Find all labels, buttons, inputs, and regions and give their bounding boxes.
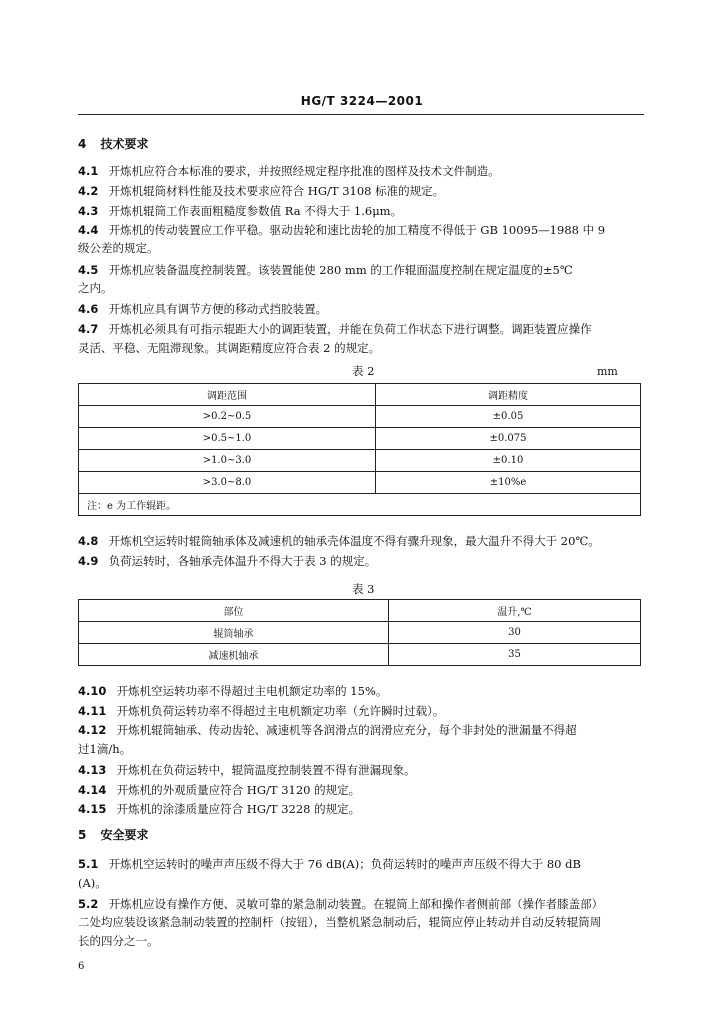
clause-5-2	[78, 896, 603, 913]
table-header-cell: 调距精度	[376, 384, 641, 406]
clause-4-3	[78, 203, 402, 220]
clause-number: 4.9	[78, 554, 99, 568]
section-number: 5	[78, 828, 87, 842]
table-cell: ±0.10	[376, 450, 641, 472]
table-2-unit: mm	[597, 365, 618, 378]
clause-number: 4.12	[78, 723, 107, 737]
table-row	[79, 450, 641, 472]
table-cell: ±10%e	[376, 472, 641, 494]
clause-text: 开炼机应设有操作方便、灵敏可靠的紧急制动装置。在辊筒上部和操作者侧前部（操作者膝盖部）	[108, 897, 604, 911]
clause-number: 4.5	[78, 263, 99, 277]
clause-text: 开炼机负荷运转功率不得超过主电机额定功率（允许瞬时过载）。	[116, 704, 445, 718]
clause-text: 开炼机的涂漆质量应符合 HG/T 3228 的规定。	[116, 802, 361, 816]
clause-continuation: 之内。	[78, 281, 113, 295]
table-cell: ±0.075	[376, 428, 641, 450]
clause-text: 开炼机应符合本标准的要求，并按照经规定程序批准的图样及技术文件制造。	[108, 164, 500, 178]
clause-text: 开炼机的传动装置应工作平稳。驱动齿轮和速比齿轮的加工精度不得低于 GB 10095—1988 中 9	[108, 223, 606, 237]
table-header-cell: 温升,℃	[389, 600, 641, 622]
clause-continuation: 二处均应装设该紧急制动装置的控制杆（按钮），当整机紧急制动后，辊筒应停止转动并自动反转辊筒周	[78, 915, 602, 929]
section-title: 安全要求	[100, 828, 149, 842]
table-cell: 35	[389, 644, 641, 666]
clause-text: 开炼机的外观质量应符合 HG/T 3120 的规定。	[116, 783, 361, 797]
clause-number: 4.13	[78, 763, 107, 777]
clause-text: 开炼机空运转时辊筒轴承体及减速机的轴承壳体温度不得有骤升现象，最大温升不得大于 20℃。	[108, 534, 600, 548]
clause-4-4	[78, 222, 605, 239]
clause-text: 开炼机应具有调节方便的移动式挡胶装置。	[108, 302, 328, 316]
clause-continuation: 灵活、平稳、无阻滞现象。其调距精度应符合表 2 的规定。	[78, 341, 381, 355]
clause-text: 开炼机应装备温度控制装置。该装置能使 280 mm 的工作辊面温度控制在规定温度的±5℃	[108, 263, 573, 277]
section-5-heading	[78, 827, 149, 844]
clause-text: 开炼机辊筒材料性能及技术要求应符合 HG/T 3108 标准的规定。	[108, 184, 445, 198]
clause-4-13	[78, 762, 416, 779]
clause-number: 5.2	[78, 897, 99, 911]
clause-number: 4.14	[78, 783, 107, 797]
clause-continuation: 过1滴/h。	[78, 742, 132, 756]
table-2	[78, 383, 641, 516]
table-cell: >0.5~1.0	[79, 428, 376, 450]
clause-number: 4.1	[78, 164, 99, 178]
clause-text: 负荷运转时，各轴承壳体温升不得大于表 3 的规定。	[108, 554, 377, 568]
clause-continuation: 级公差的规定。	[78, 241, 159, 255]
table-header-row	[79, 384, 641, 406]
table-note: 注：e 为工作辊距。	[79, 494, 641, 516]
clause-number: 5.1	[78, 857, 99, 871]
table-note-row	[79, 494, 641, 516]
clause-text: 开炼机空运转时的噪声声压级不得大于 76 dB(A)；负荷运转时的噪声声压级不得大于 80 dB	[108, 857, 581, 871]
table-row	[79, 622, 641, 644]
clause-text: 开炼机空运转功率不得超过主电机额定功率的 15%。	[116, 684, 388, 698]
section-4-heading	[78, 136, 149, 153]
clause-4-2	[78, 183, 444, 200]
table-cell: 辊筒轴承	[79, 622, 389, 644]
clause-4-14	[78, 782, 360, 799]
clause-number: 4.7	[78, 322, 99, 336]
table-row	[79, 406, 641, 428]
clause-4-7	[78, 321, 592, 338]
table-row	[79, 472, 641, 494]
page-number: 6	[78, 961, 85, 972]
table-cell: 30	[389, 622, 641, 644]
section-number: 4	[78, 137, 87, 151]
clause-continuation: 长的四分之一。	[78, 934, 159, 948]
table-header-cell: 部位	[79, 600, 389, 622]
clause-4-10	[78, 683, 387, 700]
clause-5-1	[78, 856, 581, 873]
standard-code-header: HG/T 3224—2001	[300, 94, 424, 108]
clause-number: 4.10	[78, 684, 107, 698]
clause-4-15	[78, 801, 360, 818]
table-row	[79, 428, 641, 450]
clause-number: 4.15	[78, 802, 107, 816]
clause-number: 4.3	[78, 204, 99, 218]
table-row	[79, 644, 641, 666]
clause-4-6	[78, 301, 327, 318]
clause-4-5	[78, 262, 573, 279]
clause-4-11	[78, 703, 444, 720]
clause-text: 开炼机在负荷运转中，辊筒温度控制装置不得有泄漏现象。	[116, 763, 416, 777]
table-cell: >0.2~0.5	[79, 406, 376, 428]
clause-number: 4.4	[78, 223, 99, 237]
clause-number: 4.8	[78, 534, 99, 548]
clause-4-1	[78, 163, 500, 180]
clause-number: 4.2	[78, 184, 99, 198]
table-3	[78, 599, 641, 666]
table-3-caption: 表 3	[352, 582, 375, 596]
clause-text: 开炼机必须具有可指示辊距大小的调距装置，并能在负荷工作状态下进行调整。调距装置应操作	[108, 322, 592, 336]
clause-number: 4.11	[78, 704, 107, 718]
table-cell: 减速机轴承	[79, 644, 389, 666]
table-header-row	[79, 600, 641, 622]
clause-4-9	[78, 553, 376, 570]
clause-text: 开炼机辊筒轴承、传动齿轮、减速机等各润滑点的润滑应充分，每个非封处的泄漏量不得超	[116, 723, 577, 737]
table-cell: ±0.05	[376, 406, 641, 428]
header-rule	[78, 114, 644, 115]
clause-4-12	[78, 722, 577, 739]
section-title: 技术要求	[100, 137, 149, 151]
table-cell: >1.0~3.0	[79, 450, 376, 472]
clause-number: 4.6	[78, 302, 99, 316]
table-header-cell: 调距范围	[79, 384, 376, 406]
table-cell: >3.0~8.0	[79, 472, 376, 494]
clause-continuation: (A)。	[78, 876, 107, 890]
table-2-caption: 表 2	[352, 364, 375, 378]
clause-4-8	[78, 533, 600, 550]
clause-text: 开炼机辊筒工作表面粗糙度参数值 Ra 不得大于 1.6μm。	[108, 204, 403, 218]
